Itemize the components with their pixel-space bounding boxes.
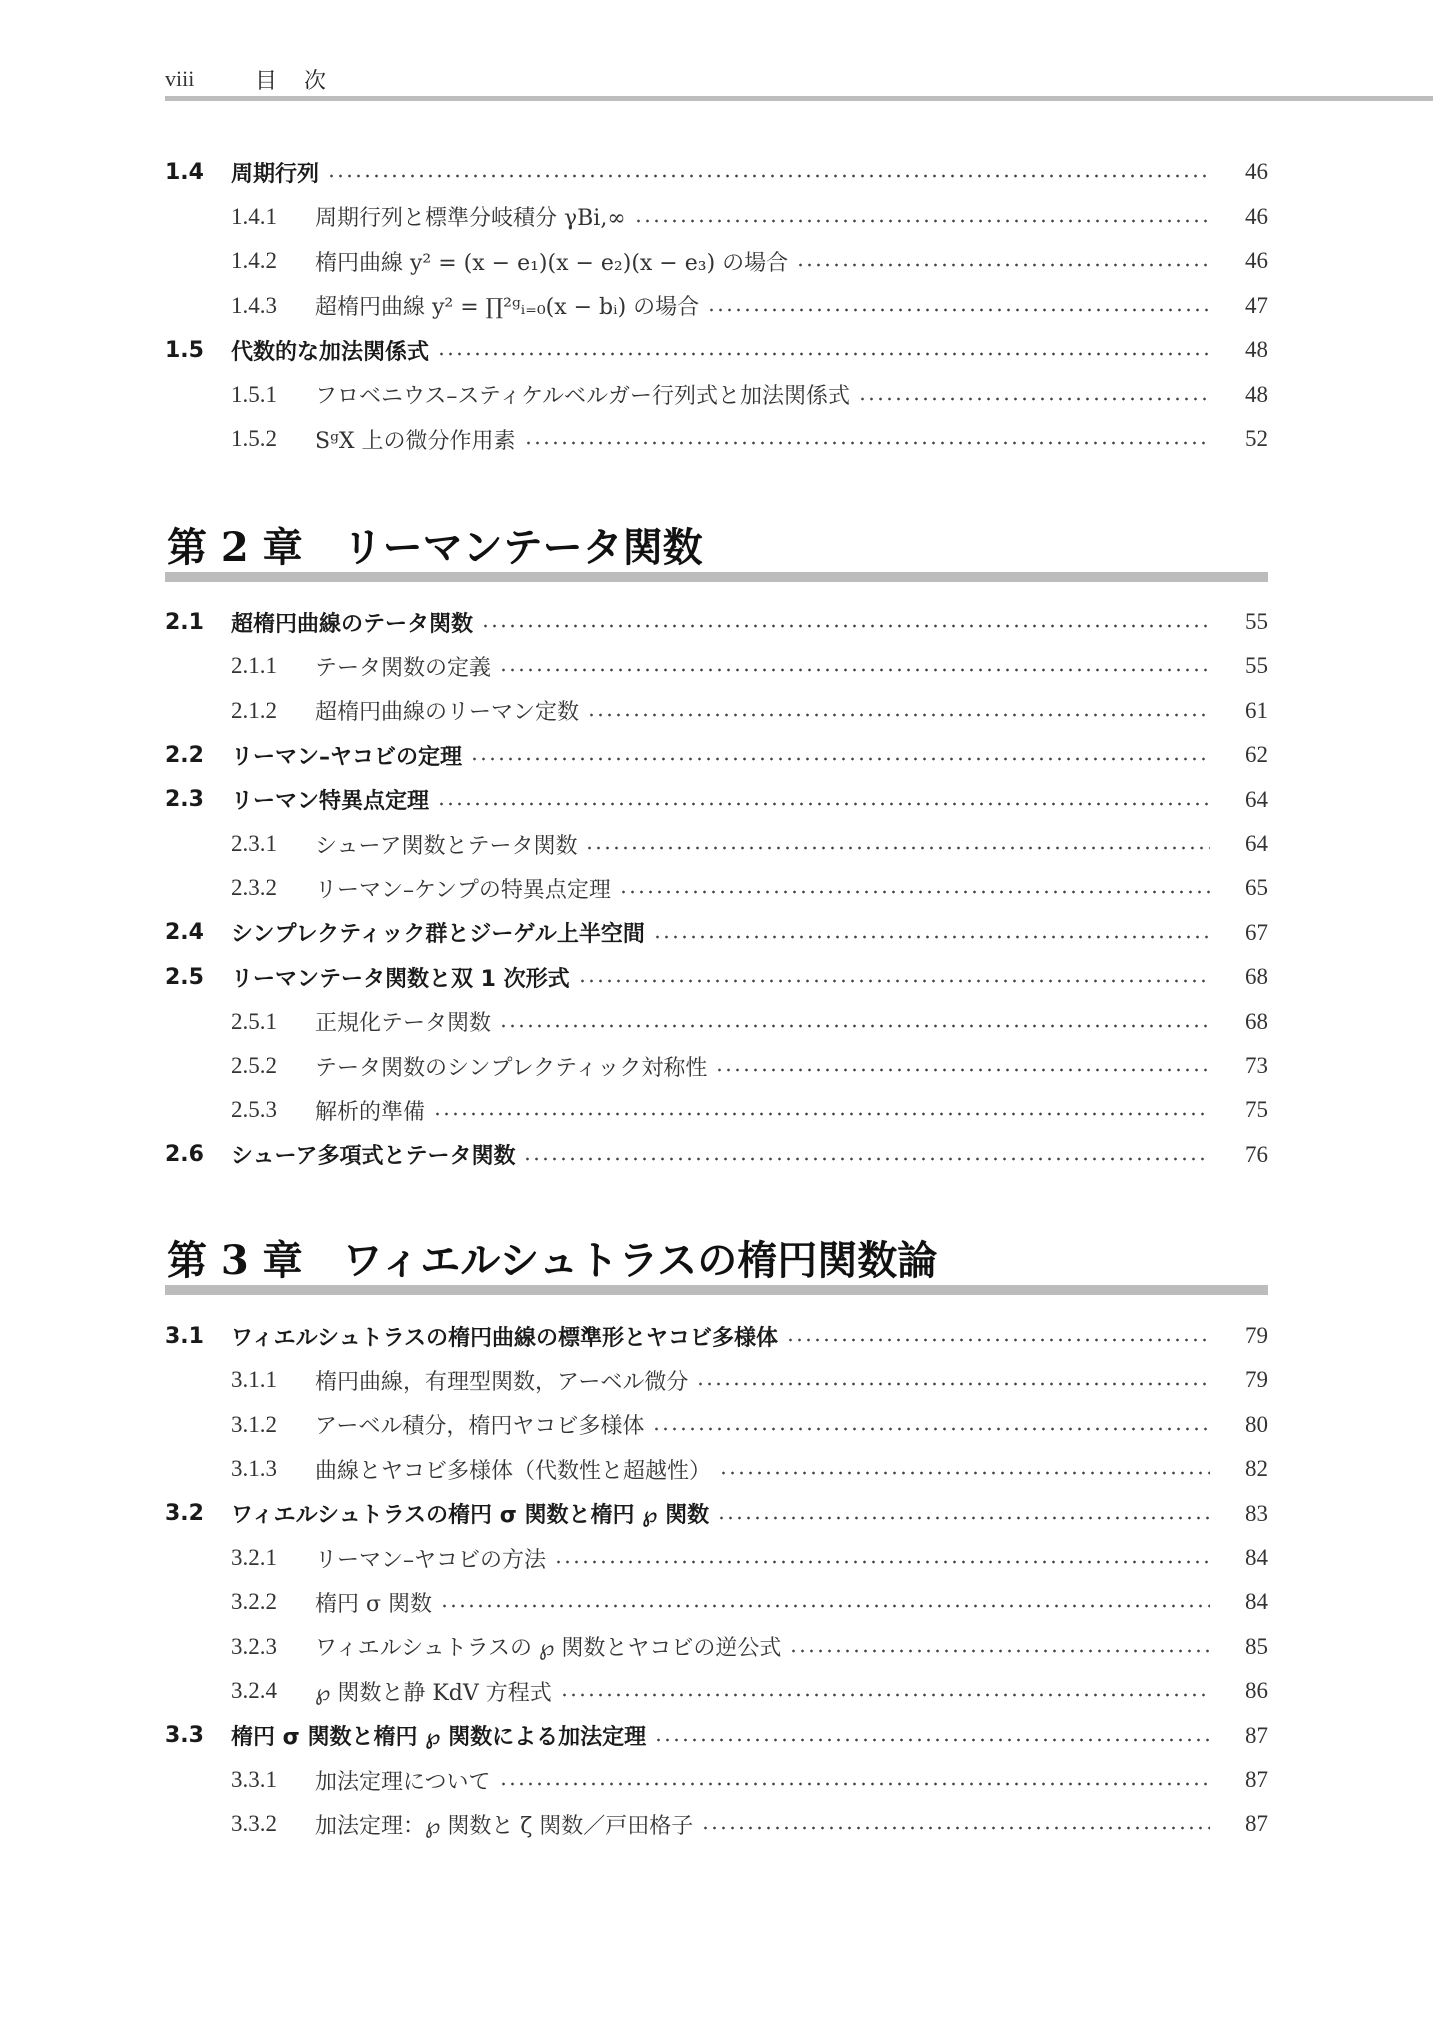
dot-leader bbox=[499, 667, 1210, 673]
dot-leader bbox=[786, 1337, 1210, 1343]
entry-number: 1.4.3 bbox=[231, 292, 277, 318]
dot-leader bbox=[654, 1737, 1210, 1743]
entry-page-number: 68 bbox=[1245, 1008, 1268, 1034]
toc-subsection-entry[interactable] bbox=[165, 1538, 1268, 1578]
entry-page-number: 87 bbox=[1245, 1811, 1268, 1837]
chapter-3-title: 第 3 章 ワィエルシュトラスの楕円関数論 bbox=[167, 1237, 938, 1284]
entry-number: 3.1.1 bbox=[231, 1367, 277, 1393]
toc-subsection-entry[interactable] bbox=[165, 1671, 1268, 1711]
toc-section-entry[interactable] bbox=[165, 780, 1268, 820]
toc-subsection-entry[interactable] bbox=[165, 419, 1268, 459]
entry-title: ワィエルシュトラスの楕円 σ 関数と楕円 ℘ 関数 bbox=[231, 1503, 710, 1529]
entry-title: 楕円 σ 関数 bbox=[315, 1591, 433, 1617]
entry-title: リーマンテータ関数と双 1 次形式 bbox=[231, 966, 570, 992]
entry-title: 周期行列 bbox=[231, 161, 320, 187]
toc-subsection-entry[interactable] bbox=[165, 1627, 1268, 1667]
entry-number: 3.2.1 bbox=[231, 1545, 277, 1570]
entry-page-number: 64 bbox=[1245, 786, 1268, 812]
entry-page-number: 79 bbox=[1245, 1323, 1268, 1348]
dot-leader bbox=[560, 1692, 1210, 1698]
entry-title: ℘ 関数と静 KdV 方程式 bbox=[315, 1680, 552, 1706]
entry-title: 加法定理について bbox=[315, 1769, 491, 1795]
entry-number: 2.1.1 bbox=[231, 653, 277, 679]
toc-section-entry[interactable] bbox=[165, 957, 1268, 997]
entry-page-number: 55 bbox=[1245, 653, 1268, 679]
entry-title: 楕円曲線，有理型関数，アーベル微分 bbox=[315, 1369, 689, 1395]
entry-title: ワィエルシュトラスの楕円曲線の標準形とヤコビ多様体 bbox=[231, 1325, 779, 1351]
entry-page-number: 62 bbox=[1245, 742, 1268, 768]
entry-number: 2.4 bbox=[165, 920, 204, 946]
toc-subsection-entry[interactable] bbox=[165, 1582, 1268, 1622]
entry-page-number: 65 bbox=[1245, 875, 1268, 901]
entry-title: 加法定理：℘ 関数と ζ 関数／戸田格子 bbox=[315, 1813, 694, 1839]
entry-page-number: 47 bbox=[1245, 292, 1268, 318]
dot-leader bbox=[437, 351, 1210, 357]
entry-number: 2.6 bbox=[165, 1142, 204, 1168]
dot-leader bbox=[719, 1470, 1210, 1476]
toc-subsection-entry[interactable] bbox=[165, 1804, 1268, 1844]
dot-leader bbox=[707, 307, 1210, 313]
header-rule bbox=[165, 96, 1433, 101]
entry-number: 3.1.3 bbox=[231, 1456, 277, 1482]
entry-number: 1.4.2 bbox=[231, 248, 277, 273]
toc-subsection-entry[interactable] bbox=[165, 1002, 1268, 1042]
entry-number: 3.1.2 bbox=[231, 1411, 277, 1437]
dot-leader bbox=[578, 978, 1210, 984]
entry-number: 2.5.1 bbox=[231, 1008, 277, 1034]
entry-page-number: 84 bbox=[1245, 1545, 1268, 1570]
entry-title: 代数的な加法関係式 bbox=[231, 339, 430, 365]
entry-title: リーマン–ケンプの特異点定理 bbox=[315, 877, 611, 903]
entry-page-number: 61 bbox=[1245, 697, 1268, 723]
entry-page-number: 79 bbox=[1245, 1367, 1268, 1393]
entry-title: 正規化テータ関数 bbox=[315, 1011, 492, 1037]
dot-leader bbox=[499, 1023, 1210, 1029]
entry-title: 超楕円曲線のテータ関数 bbox=[231, 611, 474, 637]
entry-number: 1.5 bbox=[165, 337, 204, 363]
entry-page-number: 83 bbox=[1245, 1500, 1268, 1526]
toc-section-entry[interactable] bbox=[165, 1135, 1268, 1175]
toc-subsection-entry[interactable] bbox=[165, 824, 1268, 864]
toc-section-entry[interactable] bbox=[165, 602, 1268, 642]
entry-title: テータ関数のシンプレクティック対称性 bbox=[315, 1055, 708, 1081]
dot-leader bbox=[696, 1381, 1210, 1387]
toc-subsection-entry[interactable] bbox=[165, 1449, 1268, 1489]
entry-page-number: 64 bbox=[1245, 831, 1268, 856]
entry-number: 2.5.2 bbox=[231, 1053, 277, 1078]
entry-page-number: 86 bbox=[1245, 1678, 1268, 1704]
dot-leader bbox=[717, 1515, 1210, 1521]
toc-subsection-entry[interactable] bbox=[165, 1360, 1268, 1400]
dot-leader bbox=[587, 712, 1210, 718]
toc-subsection-entry[interactable] bbox=[165, 197, 1268, 237]
entry-number: 3.2 bbox=[165, 1501, 204, 1527]
entry-title: シューア関数とテータ関数 bbox=[315, 833, 578, 859]
toc-subsection-entry[interactable] bbox=[165, 1046, 1268, 1086]
entry-number: 3.3.1 bbox=[231, 1767, 277, 1792]
toc-section-entry[interactable] bbox=[165, 152, 1268, 192]
toc-section-entry[interactable] bbox=[165, 913, 1268, 953]
chapter-3-rule bbox=[165, 1285, 1268, 1295]
toc-subsection-entry[interactable] bbox=[165, 691, 1268, 731]
entry-title: 超楕円曲線のリーマン定数 bbox=[315, 700, 580, 726]
entry-page-number: 46 bbox=[1245, 159, 1268, 184]
toc-subsection-entry[interactable] bbox=[165, 868, 1268, 908]
toc-subsection-entry[interactable] bbox=[165, 375, 1268, 415]
header-page-number: viii bbox=[165, 66, 195, 91]
entry-number: 1.5.1 bbox=[231, 381, 277, 407]
dot-leader bbox=[437, 801, 1210, 807]
dot-leader bbox=[789, 1648, 1210, 1654]
dot-leader bbox=[524, 440, 1210, 446]
entry-number: 3.2.4 bbox=[231, 1678, 277, 1704]
entry-title: 曲線とヤコビ多様体（代数性と超越性） bbox=[315, 1458, 712, 1484]
entry-number: 2.1 bbox=[165, 609, 204, 635]
dot-leader bbox=[523, 1156, 1210, 1162]
entry-title: リーマン特異点定理 bbox=[231, 789, 430, 815]
entry-page-number: 67 bbox=[1245, 919, 1268, 945]
entry-number: 2.3 bbox=[165, 787, 204, 813]
toc-subsection-entry[interactable] bbox=[165, 1090, 1268, 1130]
entry-title: テータ関数の定義 bbox=[315, 655, 492, 681]
entry-title: 周期行列と標準分岐積分 γBi,∞ bbox=[315, 206, 626, 231]
dot-leader bbox=[619, 889, 1210, 895]
entry-title: 楕円 σ 関数と楕円 ℘ 関数による加法定理 bbox=[231, 1725, 647, 1751]
entry-page-number: 73 bbox=[1245, 1053, 1268, 1078]
entry-number: 2.2 bbox=[165, 742, 204, 768]
dot-leader bbox=[634, 218, 1210, 224]
entry-number: 1.4.1 bbox=[231, 203, 277, 229]
entry-page-number: 48 bbox=[1245, 337, 1268, 362]
entry-page-number: 87 bbox=[1245, 1767, 1268, 1792]
running-header bbox=[165, 62, 1433, 102]
dot-leader bbox=[470, 756, 1210, 762]
entry-page-number: 48 bbox=[1245, 381, 1268, 407]
dot-leader bbox=[433, 1111, 1210, 1117]
entry-page-number: 75 bbox=[1245, 1097, 1268, 1123]
entry-page-number: 55 bbox=[1245, 609, 1268, 634]
entry-page-number: 84 bbox=[1245, 1589, 1268, 1615]
dot-leader bbox=[715, 1067, 1210, 1073]
toc-section-entry[interactable] bbox=[165, 1316, 1268, 1356]
entry-page-number: 46 bbox=[1245, 248, 1268, 273]
chapter-3-heading bbox=[165, 1229, 1268, 1295]
entry-title: フロベニウス–スティケルベルガー行列式と加法関係式 bbox=[315, 384, 851, 409]
entry-number: 1.5.2 bbox=[231, 426, 277, 451]
entry-number: 3.2.3 bbox=[231, 1633, 277, 1659]
entry-number: 3.2.2 bbox=[231, 1589, 277, 1615]
entry-title: ワィエルシュトラスの ℘ 関数とヤコビの逆公式 bbox=[315, 1636, 782, 1662]
toc-section-entry[interactable] bbox=[165, 735, 1268, 775]
entry-page-number: 76 bbox=[1245, 1141, 1268, 1167]
entry-title: シューア多項式とテータ関数 bbox=[231, 1144, 516, 1170]
entry-page-number: 68 bbox=[1245, 964, 1268, 990]
chapter-2-heading bbox=[165, 516, 1268, 582]
toc-subsection-entry[interactable] bbox=[165, 1405, 1268, 1445]
entry-number: 3.1 bbox=[165, 1323, 204, 1349]
dot-leader bbox=[652, 1426, 1210, 1432]
entry-title: 楕円曲線 y² = (x − e₁)(x − e₂)(x − e₃) の場合 bbox=[315, 250, 789, 276]
chapter-2-rule bbox=[165, 572, 1268, 582]
entry-number: 2.3.1 bbox=[231, 831, 277, 856]
dot-leader bbox=[653, 934, 1210, 940]
entry-page-number: 80 bbox=[1245, 1411, 1268, 1437]
toc-subsection-entry[interactable] bbox=[165, 1760, 1268, 1800]
entry-number: 1.4 bbox=[165, 159, 204, 185]
dot-leader bbox=[585, 845, 1210, 851]
entry-page-number: 52 bbox=[1245, 426, 1268, 451]
entry-number: 3.3.2 bbox=[231, 1811, 277, 1837]
entry-number: 2.5 bbox=[165, 964, 204, 990]
entry-title: 超楕円曲線 y² = ∏²ᵍᵢ₌₀(x − bᵢ) の場合 bbox=[315, 295, 700, 320]
dot-leader bbox=[440, 1603, 1210, 1609]
dot-leader bbox=[327, 173, 1210, 179]
entry-number: 2.5.3 bbox=[231, 1097, 277, 1123]
dot-leader bbox=[481, 623, 1210, 629]
entry-title: 解析的準備 bbox=[315, 1099, 426, 1125]
chapter-2-title: 第 2 章 リーマンテータ関数 bbox=[167, 524, 703, 571]
entry-title: リーマン–ヤコビの方法 bbox=[315, 1547, 547, 1573]
dot-leader bbox=[554, 1559, 1210, 1565]
header-title: 目 次 bbox=[255, 69, 336, 94]
entry-number: 3.3 bbox=[165, 1723, 204, 1749]
entry-page-number: 46 bbox=[1245, 203, 1268, 229]
entry-page-number: 85 bbox=[1245, 1633, 1268, 1659]
toc-subsection-entry[interactable] bbox=[165, 286, 1268, 326]
entry-page-number: 82 bbox=[1245, 1456, 1268, 1482]
dot-leader bbox=[858, 396, 1210, 402]
toc-subsection-entry[interactable] bbox=[165, 646, 1268, 686]
dot-leader bbox=[499, 1781, 1210, 1787]
entry-title: SᵍX 上の微分作用素 bbox=[315, 428, 516, 454]
toc-subsection-entry[interactable] bbox=[165, 241, 1268, 281]
entry-page-number: 87 bbox=[1245, 1722, 1268, 1748]
entry-title: アーベル積分，楕円ヤコビ多様体 bbox=[315, 1414, 645, 1440]
toc-section-entry[interactable] bbox=[165, 330, 1268, 370]
toc-section-entry[interactable] bbox=[165, 1716, 1268, 1756]
entry-number: 2.1.2 bbox=[231, 697, 277, 723]
entry-title: シンプレクティック群とジーゲル上半空間 bbox=[231, 922, 645, 948]
dot-leader bbox=[701, 1825, 1210, 1831]
dot-leader bbox=[796, 262, 1210, 268]
entry-number: 2.3.2 bbox=[231, 875, 277, 901]
toc-section-entry[interactable] bbox=[165, 1494, 1268, 1534]
entry-title: リーマン–ヤコビの定理 bbox=[231, 744, 463, 770]
